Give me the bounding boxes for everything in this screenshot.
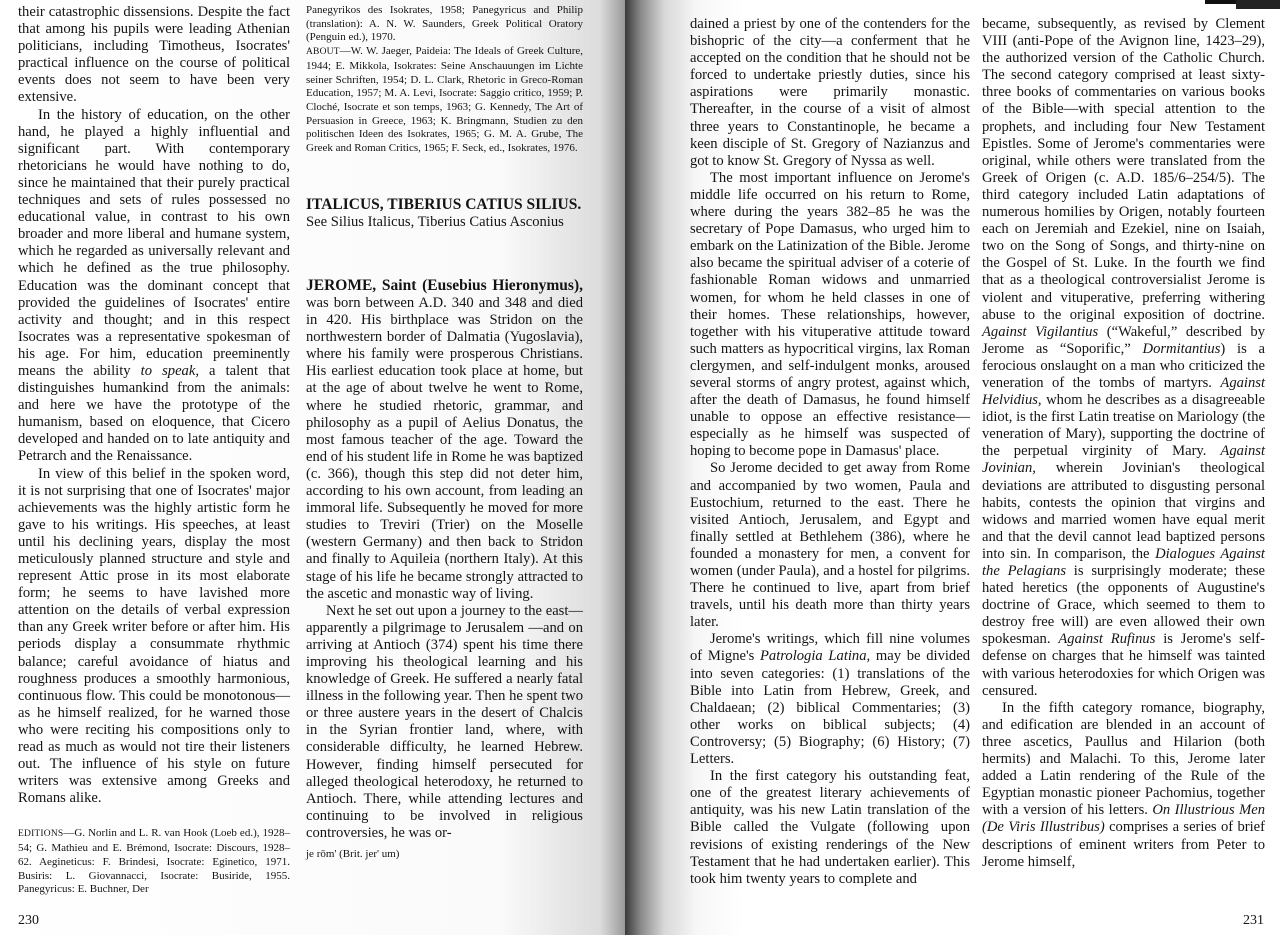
paragraph: The most important influence on Jerome's middle life occurred on his return to Rome, where during the years 382–85 he was the secretary of Pope Damasus, who urged him to embark on the Latinization of the Bible. Jerome also became the spiritual adviser of a coterie of fashionable Roman widows and unmarried women, for whom he held classes in one of their homes. These relationships, however, together with his vituperative attitude toward such matters as hypocritical virgins, lax Roman clergymen, and self-indulgent monks, aroused several storms of angry protest, against which, after the death of Damasus, he found himself unable to oppose an effective resistance—especially as he himself was suspected of hoping to become pope in Damasus' place. (690, 169, 970, 460)
paragraph: Jerome's writings, which fill nine volumes of Migne's Patrologia Latina, may be divided into seven categories: (1) translations of the Bible into Latin from Hebrew, Greek, and Chaldaean; (2) biblical Commentaries; (3) other works on biblical subjects; (4) Controversy; (5) Biography; (6) History; (7) Letters. (690, 631, 970, 768)
pronunciation: je rōm' (Brit. jer' um) (306, 848, 400, 861)
paragraph: dained a priest by one of the contenders for the bishopric of the city—a conferment that he accepted on the condition that he should not be forced to undertake priestly duties, since his aspirations were primarily monastic. Thereafter, in the course of a visit of almost three years to Constantinople, he became a keen disciple of St. Gregory of Nazianzus and got to know St. Gregory of Nyssa as well. (690, 16, 970, 169)
left-column-2 (306, 4, 583, 862)
left-column-1 (18, 4, 290, 897)
paragraph: became, subsequently, as revised by Clement VIII (anti-Pope of the Avignon line, 1423–29), the authorized version of the Catholic Church. The second category comprised at least sixty-three books of commentaries on various books of the Bible—with special attention to the prophets, and including four New Testament Epistles. Some of Jerome's commentaries were original, while others were translated from the Greek of Origen (c. A.D. 185/6–254/5). The third category included Latin adaptations of numerous homilies by Origen, notably fourteen each on Jeremiah and Ezekiel, nine on Isaiah, two on the Song of Songs, and thirty-nine on the Gospel of St. Luke. In the fourth we find that as a theological controversialist Jerome is violent and vituperative, preferring withering abuse to the original exposition of doctrine. Against Vigilantius (“Wakeful,” described by Jerome as “Soporific,” Dormitantius) is a ferocious onslaught on a man who criticized the veneration of the tombs of martyrs. Against Helvidius, whom he describes as a disagreeable idiot, is the first Latin treatise on Mariology (the veneration of Mary), supporting the doctrine of the perpetual virginity of Mary. Against Jovinian, wherein Jovinian's theological deviations are attributed to disgusting personal habits, contests the opinion that virgins and widows and married women have equal merit and that the devil cannot lead baptized persons into sin. In comparison, the Dialogues Against the Pelagians is surprisingly moderate; these hated heretics (the opponents of Augustine's doctrine of Grace, which seemed to them to destroy free will) are even allowed their own spokesman. Against Rufinus is Jerome's self-defense on charges that he himself was tainted with various heterodoxies for which Origen was censured. (982, 16, 1266, 699)
editions-continued: Panegyrikos des Isokrates, 1958; Panegyricus and Philip (translation): A. N. W. Saunders, Greek Political Oratory (Penguin ed.), 1970. (306, 4, 583, 44)
paragraph: In the history of education, on the other hand, he played a highly influential and significant part. With contemporary rhetoricians he would have nothing to do, since he maintained that their purely practical techniques and sets of rules possessed no educational value, in contrast to his own broader and more liberal and humane system, which he regarded as universally relevant and which he defined as the true philosophy. Education was the dominant concept that provided the guidelines of Isocrates' entire activity and thought; and in this respect Isocrates was a representative spokesman of his age. For him, education preeminently means the ability to speak, a talent that distinguishes humankind from the animals: and here we have the prototype of the humanism, based on eloquence, that Cicero developed and handed on to late antiquity and Petrarch and the Renaissance. (18, 106, 290, 465)
editions-note: EDITIONS—G. Norlin and L. R. van Hook (Loeb ed.), 1928–54; G. Mathieu and E. Brémond, Isocrate: Discours, 1928–62. Aegineticus: F. Brindesi, Isocrate: Eginetico, 1971. Busiris: L. Giovannacci, Isocrate: Busiride, 1955. Panegyricus: E. Buchner, Der (18, 827, 290, 896)
about-note: ABOUT—W. W. Jaeger, Paideia: The Ideals of Greek Culture, 1944; E. Mikkola, Isokrates: Seine Anschauungen im Lichte seiner Schriften, 1954; D. L. Clark, Rhetoric in Greco-Roman Education, 1957; M. A. Levi, Isocrate: Saggio critico, 1959; P. Cloché, Isocrate et son temps, 1963; G. Kennedy, The Art of Persuasion in Greece, 1963; K. Bringmann, Studien zu den politischen Ideen des Isokrates, 1965; G. M. A. Grube, The Greek and Roman Critics, 1965; F. Seck, ed., Isokrates, 1976. (306, 45, 583, 155)
paragraph: In the fifth category romance, biography, and edification are blended in an account of three ascetics, Paullus and Hilarion (both hermits) and Malachi. To this, Jerome later added a Latin rendering of the Rule of the Egyptian monastic pioneer Pachomius, together with a version of his letters. On Illustrious Men (De Viris Illustribus) comprises a series of brief descriptions of eminent writers from Peter to Jerome himself, (982, 699, 1265, 870)
left-page (0, 0, 625, 935)
italicus-entry: ITALICUS, TIBERIUS CATIUS SILIUS. See Silius Italicus, Tiberius Catius Asconius (306, 195, 582, 230)
running-head-corner (1236, 0, 1280, 9)
paragraph: In view of this belief in the spoken word, it is not surprising that one of Isocrates' major achievements was the highly artistic form he gave to his writings. His speeches, at least until his declining years, display the most meticulously planned structure and style and represent Attic prose in its most elaborate form; he seems to have lavished more attention on the details of verbal expression than any Greek writer before or after him. His periods display a consummate rhythmic balance; careful avoidance of hiatus and roughness produces a smoothly harmonious, continuous flow. This could be monotonous—as he himself realized, for he warned those who were reciting his compositions only to read as much as would not tire their listeners out. The influence of his style on future writers was extensive among Greeks and Romans alike. (18, 465, 290, 807)
paragraph: So Jerome decided to get away from Rome and accompanied by two women, Paula and Eustochium, returned to the east. There he visited Antioch, Jerusalem, and Egypt and finally settled at Bethlehem (386), where he founded a monastery for men, a convent for women (under Paula), and a hostel for pilgrims. There he continued to live, apart from brief travels, until his death more than thirty years later. (690, 460, 970, 631)
paragraph: In the first category his outstanding feat, one of the greatest literary achievements of antiquity, was his new Latin translation of the Bible called the Vulgate (following upon revisions of existing renderings of the New Testament that he had undertaken earlier). This took him twenty years to complete and (690, 768, 970, 887)
paragraph: Next he set out upon a journey to the east—apparently a pilgrimage to Jerusalem —and on arriving at Antioch (374) spent his time there improving his theological learning and his knowledge of Greek. He suffered a nearly fatal illness in the following year. Then he spent two or three austere years in the desert of Chalcis in the Syrian frontier land, where, with considerable difficulty, he learned Hebrew. However, finding himself persecuted for alleged theological heterodoxy, he returned to Antioch. There, while attending lectures and continuing to be involved in religious controversies, he was or- (306, 602, 583, 841)
right-column-2 (982, 16, 1265, 871)
page-number-left: 230 (18, 913, 39, 928)
paragraph: their catastrophic dissensions. Despite the fact that among his pupils were leading Athenian politicians, including Timotheus, Isocrates' practical influence on the course of political events does not seem to have been very extensive. (18, 4, 290, 106)
right-page (625, 0, 1280, 935)
right-column-1 (690, 16, 970, 888)
jerome-entry-start: JEROME, Saint (Eusebius Hieronymus), was born between A.D. 340 and 348 and died in 420. His birthplace was Stridon on the northwestern border of Dalmatia (Yugoslavia), where his family were prosperous Christians. His earliest education took place at home, but at the age of about twelve he went to Rome, where he studied rhetoric, grammar, and philosophy as a pupil of Aelius Donatus, the most famous teacher of the age. Toward the end of his student life in Rome he was baptized (c. 366), though this step did not deter him, according to his own account, from leading an immoral life. Subsequently he moved for more studies to Treviri (Trier) on the Moselle (western Germany) and then back to Stridon and finally to Aquileia (northern Italy). At this stage of his life he became strongly attracted to the ascetic and monastic way of living. (306, 276, 583, 602)
page-number-right: 231 (1243, 913, 1264, 928)
